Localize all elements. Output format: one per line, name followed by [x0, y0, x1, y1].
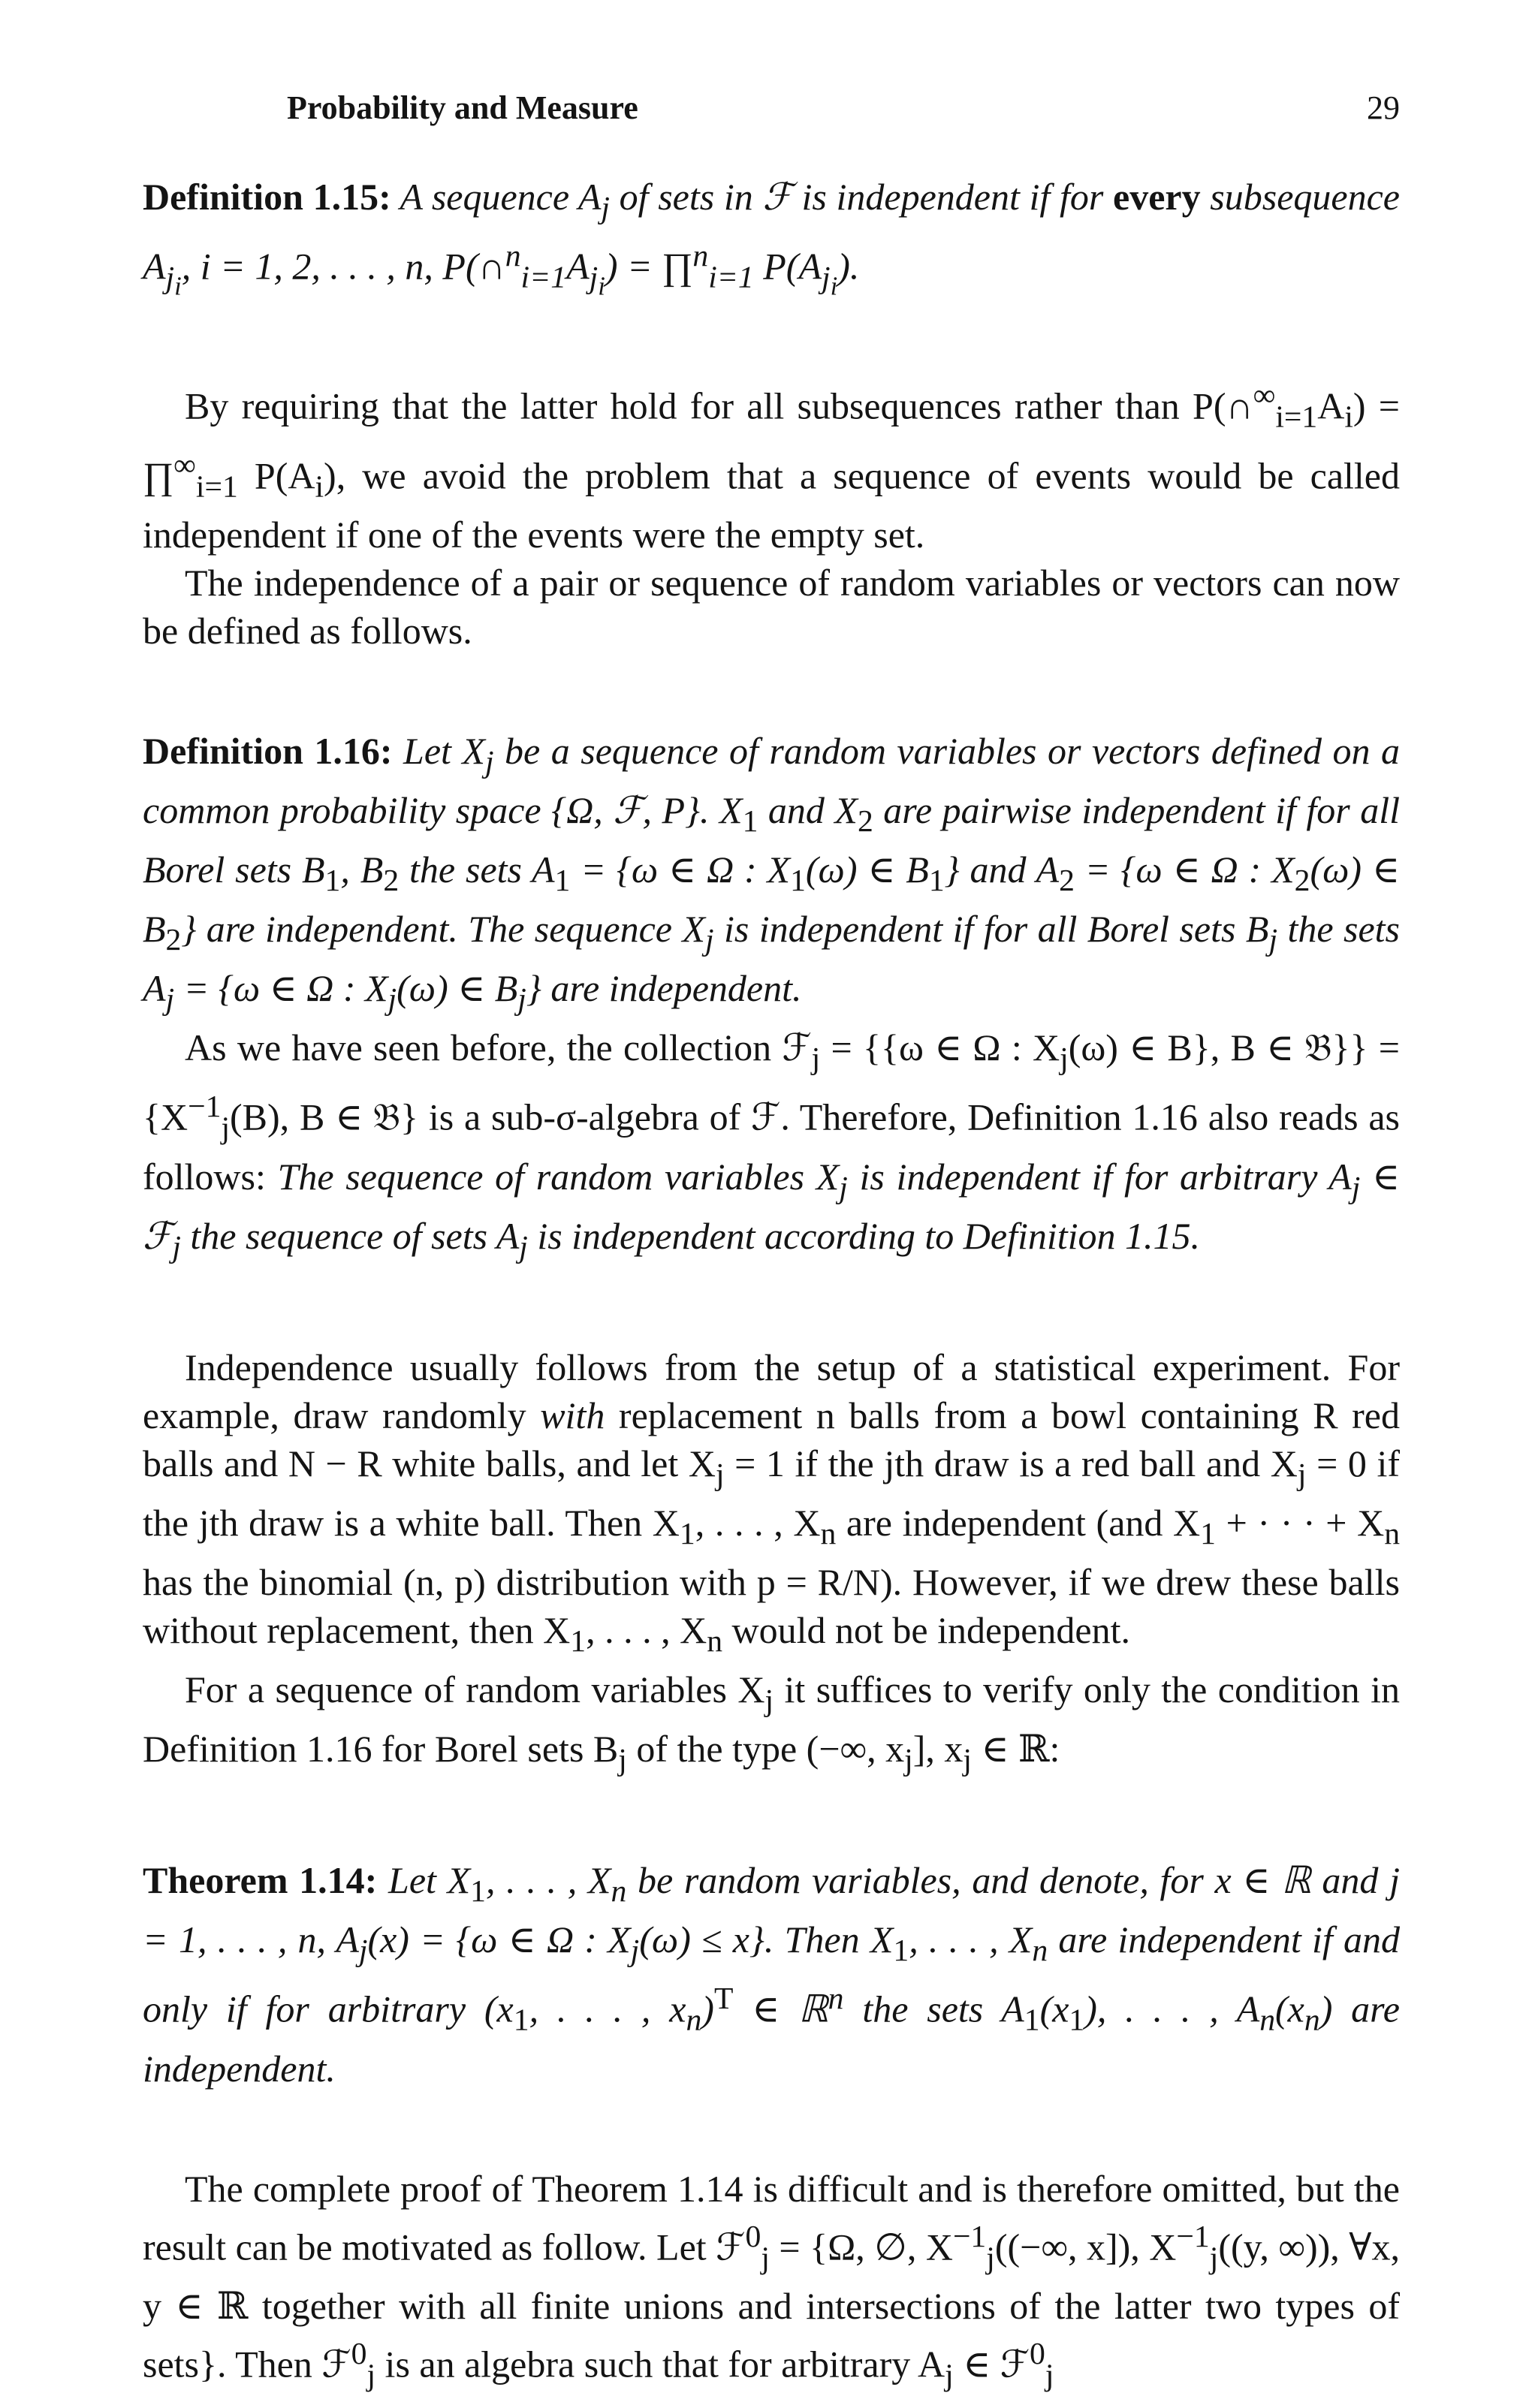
running-title: Probability and Measure	[287, 89, 638, 126]
page-body	[143, 173, 1400, 2400]
paragraph-independence: The independence of a pair or sequence of random variables or vectors can now be defined as follows.	[143, 562, 1400, 652]
theorem-1-14: Theorem 1.14: Let $X_1$, . . . , $X_n$ be random variables, and denote, for x ∈ ℝ and j = 1, . . . , n, $A_j(x) = \{\omega$ ∈ Ω : $X_j(\omega) \le x$}. Then $X_1$, . . . , $X_n$ are independent if and only if for arbitrary ($x_1$, . . . , $x_n)^T$ ∈ ℝ$^n$ the sets $A_1(x_1)$, . . . , $A_n(x_n)$ are independent.	[143, 1858, 1400, 2090]
definition-1-16: Definition 1.16: Let $X_j$ be a sequence of random variables or vectors defined on a common probability space {Ω, ℱ, P}. $X_1$ and $X_2$ are pairwise independent if for all Borel sets $B_1$, $B_2$ the sets $A_1 = \{\omega$ ∈ Ω : $X_1(\omega)$ ∈ $B_1$} and $A_2 = \{\omega$ ∈ Ω : $X_2(\omega)$ ∈ $B_2$} are independent. The sequence $X_j$ is independent if for all Borel sets $B_j$ the sets $A_j = \{\omega$ ∈ Ω : $X_j(\omega)$ ∈ $B_j$} are independent.	[143, 730, 1401, 1017]
paragraph-proof: The complete proof of Theorem 1.14 is difficult and is therefore omitted, but the result can be motivated as follow. Let ℱ$^0_j$ = {Ω, ∅, $X^{-1}_j((-\infty$, x]), $X^{-1}_j((y$, ∞)), ∀x, y ∈ ℝ together with all finite unions and intersections of the latter two types of sets}. Then ℱ$^0_j$ is an algebra such that for arbitrary $A_j$ ∈ ℱ$^0_j$	[143, 2167, 1400, 2393]
paragraph-seen-before: As we have seen before, the collection ℱ$_j$ = {{ω ∈ Ω : $X_j(\omega)$ ∈ B}, B ∈ 𝔅}} = {$X^{-1}_j(B)$, B ∈ 𝔅} is a sub-σ-algebra of ℱ. Therefore, Definition 1.16 also reads as follows: The sequence of random variables $X_j$ is independent if for arbitrary $A_j$ ∈ ℱ$_j$ the sequence of sets $A_j$ is independent according to Definition 1.15.	[143, 1026, 1400, 1264]
page-number: 29	[1367, 89, 1400, 126]
paragraph-borel: For a sequence of random variables $X_j$ it suffices to verify only the condition in Definition 1.16 for Borel sets $B_j$ of the type (−∞, $x_j$], $x_j$ ∈ ℝ:	[143, 1668, 1400, 1777]
theorem-heading: Theorem 1.14:	[143, 1858, 378, 1901]
definition-heading: Definition 1.16:	[143, 730, 393, 773]
emphasis-every: every	[1113, 176, 1201, 218]
paragraph-setup: Independence usually follows from the setup of a statistical experiment. For example, draw randomly with replacement n balls from a bowl containing R red balls and N − R white balls, and let $X_j = 1$ if the jth draw is a red ball and $X_j = 0$ if the jth draw is a white ball. Then $X_1$, . . . , $X_n$ are independent (and $X_1$ + · · · + $X_n$ has the binomial (n, p) distribution with p = R/N). However, if we drew these balls without replacement, then $X_1$, . . . , $X_n$ would not be independent.	[143, 1346, 1401, 1659]
paragraph-subsequences: By requiring that the latter hold for all subsequences rather than $P(\cap^\infty_{i=1}A_i)$ = $\prod^\infty_{i=1}$ $P(A_i)$, we avoid the problem that a sequence of events would be called independent if one of the events were the empty set.	[143, 378, 1400, 556]
definition-heading: Definition 1.15:	[143, 176, 391, 218]
definition-1-15: Definition 1.15: A sequence $A_j$ of sets in ℱ is independent if for every subsequence $A_{j_i}$, i = 1, 2, . . . , n, $P(\cap^n_{i=1}A_{j_i})$ = ∏$^n_{i=1}$ $P(A_{j_i})$.	[143, 176, 1400, 300]
page-header	[287, 89, 1400, 127]
